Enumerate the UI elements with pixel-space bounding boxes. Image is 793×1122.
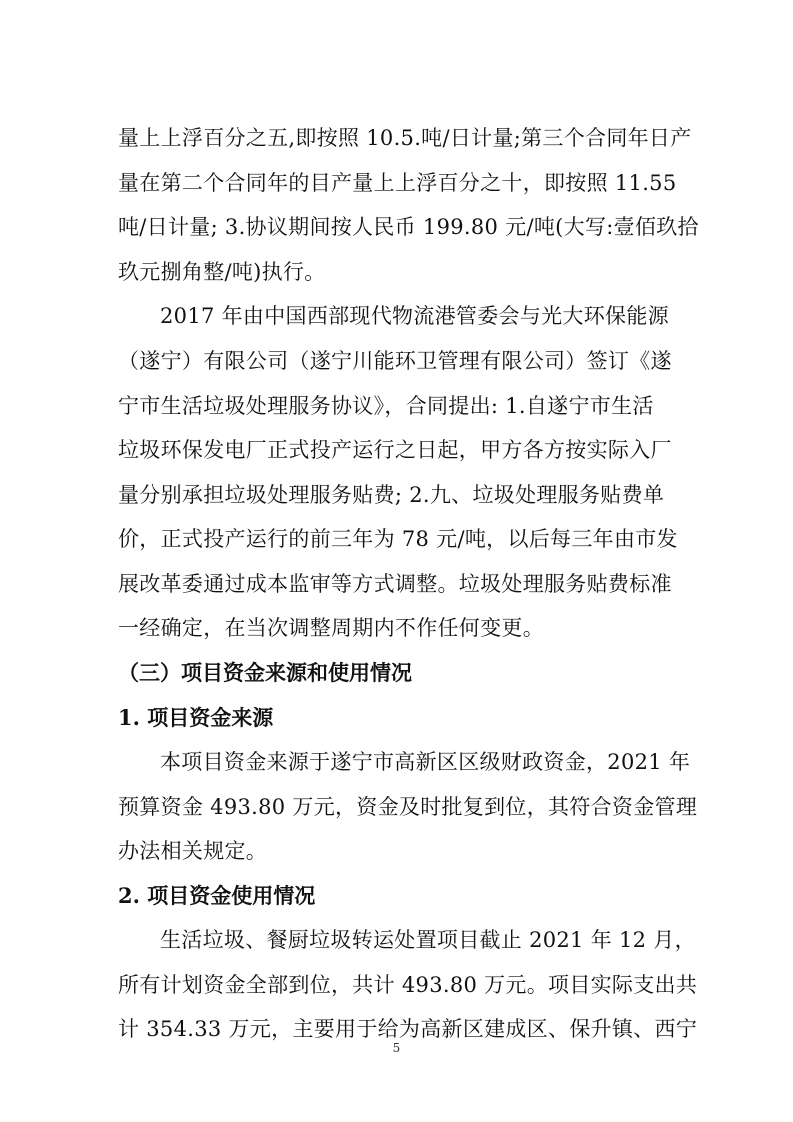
body-text-line: 量上上浮百分之五,即按照 10.5.吨/日计量;第三个合同年日产 xyxy=(118,126,692,150)
body-text-line: 计 354.33 万元，主要用于给为高新区建成区、保升镇、西宁 xyxy=(118,1017,698,1041)
body-text-line: 吨/日计量; 3.协议期间按人民币 199.80 元/吨(大写:壹佰玖拾 xyxy=(118,215,699,239)
body-text-line: 办法相关规定。 xyxy=(118,839,268,863)
body-text-line: 玖元捌角整/吨)执行。 xyxy=(118,260,326,284)
body-text-line: 量在第二个合同年的目产量上上浮百分之十，即按照 11.55 xyxy=(118,171,677,195)
body-text-line: 本项目资金来源于遂宁市高新区区级财政资金，2021 年 xyxy=(160,750,691,774)
subsection-heading: 2. 项目资金使用情况 xyxy=(118,883,316,908)
body-text-line: 量分别承担垃圾处理服务贴费; 2.九、垃圾处理服务贴费单 xyxy=(118,483,665,507)
body-text-line: 垃圾环保发电厂正式投产运行之日起，甲方各方按实际入厂 xyxy=(118,438,672,462)
body-text-line: 一经确定，在当次调整周期内不作任何变更。 xyxy=(118,616,544,640)
body-text-line: 生活垃圾、餐厨垃圾转运处置项目截止 2021 年 12 月， xyxy=(160,928,696,952)
body-text-line: 预算资金 493.80 万元，资金及时批复到位，其符合资金管理 xyxy=(118,795,698,819)
body-text-line: 2017 年由中国西部现代物流港管委会与光大环保能源 xyxy=(160,304,669,328)
body-text-line: （遂宁）有限公司（遂宁川能环卫管理有限公司）签订《遂 xyxy=(118,349,672,373)
body-text-line: 展改革委通过成本监审等方式调整。垃圾处理服务贴费标准 xyxy=(118,572,672,596)
body-text-line: 价，正式投产运行的前三年为 78 元/吨，以后每三年由市发 xyxy=(118,527,678,551)
body-text-line: 宁市生活垃圾处理服务协议》，合同提出: 1.自遂宁市生活 xyxy=(118,394,654,418)
page-number: 5 xyxy=(392,1041,401,1055)
subsection-heading: 1. 项目资金来源 xyxy=(118,705,274,730)
body-text-line: 所有计划资金全部到位，共计 493.80 万元。项目实际支出共 xyxy=(118,973,698,997)
section-heading: （三）项目资金来源和使用情况 xyxy=(118,660,412,685)
